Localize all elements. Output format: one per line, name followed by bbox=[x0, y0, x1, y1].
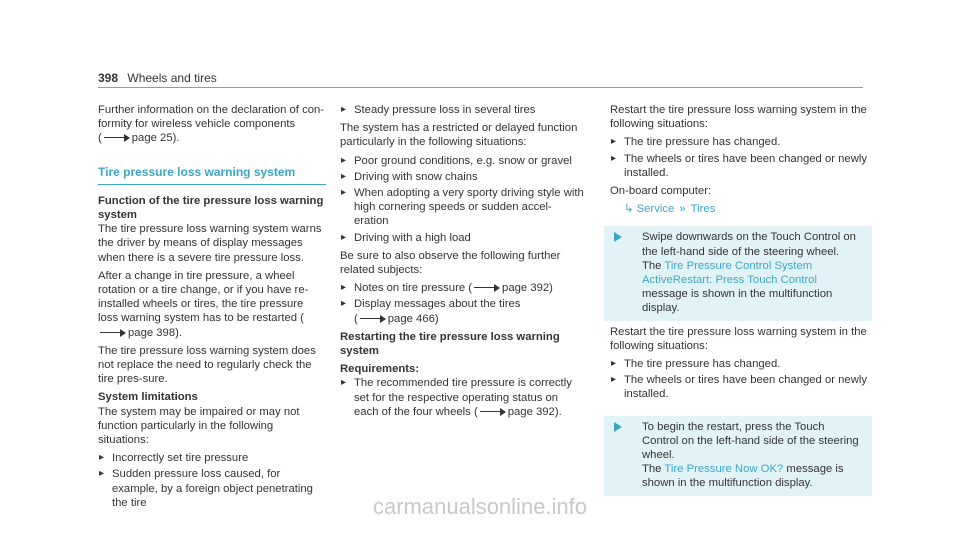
menu-service[interactable]: Service bbox=[636, 203, 675, 216]
section-divider bbox=[98, 184, 326, 185]
menu-enter-icon: ↳ bbox=[624, 203, 634, 216]
requirements-list bbox=[340, 376, 585, 419]
page-header bbox=[98, 71, 217, 85]
onboard-label: On-board computer: bbox=[610, 185, 712, 198]
list-item: ▸ The tire pressure has changed. bbox=[610, 135, 872, 149]
list-item: ▸ Poor ground conditions, e.g. snow or gravel bbox=[340, 154, 585, 168]
list-item: ▸ Incorrectly set tire pressure bbox=[98, 451, 326, 465]
list-item: ▸ Driving with a high load bbox=[340, 231, 585, 245]
requirements-item-text: The recommended tire pressure is correctly set for the respective operating status on each of the four wheels ( bbox=[354, 377, 572, 418]
step-1-prefix: The bbox=[642, 259, 662, 272]
step-triangle-icon bbox=[614, 422, 622, 432]
list-item: ▸ The wheels or tires have been changed or newly installed. bbox=[610, 152, 872, 180]
list-item: ▸ Sudden pressure loss caused, for example, by a foreign object penetrating the tire bbox=[98, 467, 326, 510]
watermark: carmanualsonline.info bbox=[372, 494, 588, 519]
instruction-step-1 bbox=[604, 226, 872, 320]
display-item-text: Display messages about the tires bbox=[354, 298, 521, 311]
notes-page-ref[interactable]: page 392) bbox=[502, 282, 553, 295]
restart-text-2: Restart the tire pressure loss warning system in the following situations: bbox=[610, 325, 867, 352]
delayed-text: The system has a restricted or delayed function particularly in the following situations: bbox=[340, 122, 578, 149]
column-3 bbox=[610, 103, 872, 500]
menu-chevron-icon: » bbox=[679, 203, 686, 216]
delayed-list bbox=[340, 154, 585, 245]
section-title: Tire pressure loss warning system bbox=[98, 164, 296, 179]
intro-paragraph bbox=[98, 103, 326, 146]
notes-item-text: Notes on tire pressure ( bbox=[354, 282, 473, 295]
step-1-suffix: message is shown in the multifunction display. bbox=[642, 288, 833, 315]
page-section-title: Wheels and tires bbox=[127, 71, 217, 85]
continued-list bbox=[340, 103, 585, 117]
arrow-right-icon bbox=[104, 134, 130, 142]
header-divider bbox=[98, 87, 863, 88]
step-1-text: Swipe downwards on the Touch Control on the left-hand side of the steering wheel. bbox=[642, 231, 856, 258]
function-text: The tire pressure loss warning system warns the driver by means of display messages when there is a severe tire pressure loss. bbox=[98, 223, 322, 264]
step-triangle-icon bbox=[614, 232, 622, 242]
menu-tires[interactable]: Tires bbox=[690, 203, 716, 216]
requirements-page-ref[interactable]: page 392). bbox=[507, 405, 562, 418]
list-item: ▸ The tire pressure has changed. bbox=[610, 357, 872, 371]
list-item: ▸ Driving with snow chains bbox=[340, 170, 585, 184]
column-2 bbox=[340, 103, 585, 423]
list-item bbox=[340, 281, 585, 295]
intro-line-1: Further information on the declaration of con- bbox=[98, 104, 325, 116]
intro-ref-open: ( bbox=[98, 132, 102, 145]
step-1-display-message: Tire Pressure Control System ActiveRestart: Press Touch Control bbox=[642, 259, 817, 287]
after-change-page-ref[interactable]: page 398). bbox=[128, 326, 183, 339]
arrow-right-icon bbox=[480, 408, 506, 416]
display-page-ref[interactable]: page 466) bbox=[387, 312, 439, 325]
column-1 bbox=[98, 103, 326, 514]
arrow-right-icon bbox=[100, 329, 126, 337]
requirements-label: Requirements: bbox=[340, 363, 420, 376]
situations-list-1 bbox=[610, 135, 872, 180]
limitations-text: The system may be impaired or may not function particularly in the following situations: bbox=[98, 405, 300, 447]
step-2-text: To begin the restart, press the Touch Control on the left-hand side of the steering wheel. bbox=[642, 420, 859, 462]
related-list bbox=[340, 281, 585, 326]
restart-text-1: Restart the tire pressure loss warning system in the following situations: bbox=[610, 104, 867, 131]
list-item: ▸ Steady pressure loss in several tires bbox=[340, 103, 585, 117]
instruction-step-2 bbox=[604, 416, 872, 496]
intro-line-2: formity for wireless vehicle components bbox=[98, 118, 296, 131]
intro-page-ref[interactable]: page 25). bbox=[131, 132, 180, 145]
list-item bbox=[340, 297, 585, 325]
further-text: Be sure to also observe the following further related subjects: bbox=[340, 249, 561, 277]
arrow-right-icon bbox=[474, 284, 500, 292]
display-ref-open: ( bbox=[354, 312, 358, 325]
step-2-display-message: Tire Pressure Now OK? bbox=[664, 463, 784, 476]
step-2-prefix: The bbox=[642, 463, 662, 476]
situations-list-2 bbox=[610, 357, 872, 402]
function-heading: Function of the tire pressure loss warning system bbox=[98, 194, 324, 222]
list-item: ▸ When adopting a very sporty driving style with high cornering speeds or sudden accel-eration bbox=[340, 186, 585, 229]
restart-heading: Restarting the tire pressure loss warning system bbox=[340, 330, 560, 358]
not-replace-text: The tire pressure loss warning system does not replace the need to regularly check the tire pres-sure. bbox=[98, 344, 316, 386]
menu-path bbox=[624, 202, 872, 216]
after-change-paragraph bbox=[98, 269, 326, 340]
arrow-right-icon bbox=[360, 315, 386, 323]
list-item: ▸ The wheels or tires have been changed or newly installed. bbox=[610, 373, 872, 401]
page-number: 398 bbox=[98, 71, 119, 85]
limitations-heading: System limitations bbox=[98, 391, 198, 404]
after-change-text: After a change in tire pressure, a wheel rotation or a tire change, or if you have re-installed wheels or tires, the tire pressure loss warning system has to be restarted ( bbox=[98, 269, 309, 325]
list-item bbox=[340, 376, 585, 419]
step-2-suffix: message is shown in the multifunction display. bbox=[642, 463, 844, 490]
